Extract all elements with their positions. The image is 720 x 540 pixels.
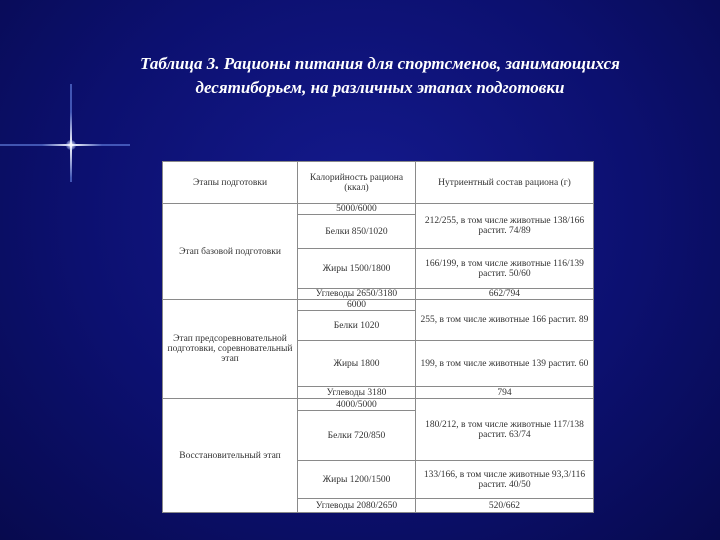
sparkle-star-icon	[66, 140, 76, 150]
calories-total-cell: 4000/5000	[298, 399, 416, 411]
stage-cell-precompetition: Этап предсоревновательной подготовки, соревновательный этап	[163, 300, 298, 399]
protein-detail-cell: 255, в том числе животные 166 растит. 89	[416, 300, 594, 341]
protein-cell: Белки 720/850	[298, 411, 416, 461]
carbs-cell: Углеводы 3180	[298, 387, 416, 399]
fat-cell: Жиры 1200/1500	[298, 461, 416, 499]
fat-cell: Жиры 1500/1800	[298, 249, 416, 289]
table-row	[163, 399, 594, 411]
title-line-1: Таблица 3. Рационы питания для спортсменов, занимающихся	[140, 54, 620, 73]
calories-total-cell: 6000	[298, 300, 416, 311]
nutrition-table	[162, 161, 594, 513]
slide-title	[80, 52, 680, 100]
fat-detail-cell: 199, в том числе животные 139 растит. 60	[416, 341, 594, 387]
stage-cell-recovery: Восстановительный этап	[163, 399, 298, 513]
table-header-row	[163, 162, 594, 204]
header-stage: Этапы подготовки	[163, 162, 298, 204]
protein-detail-cell: 180/212, в том числе животные 117/138 растит. 63/74	[416, 399, 594, 461]
fat-detail-cell: 166/199, в том числе животные 116/139 растит. 50/60	[416, 249, 594, 289]
protein-cell: Белки 1020	[298, 311, 416, 341]
header-calories: Калорийность рациона (ккал)	[298, 162, 416, 204]
title-line-2: десятиборьем, на различных этапах подготовки	[195, 78, 565, 97]
carbs-cell: Углеводы 2650/3180	[298, 289, 416, 300]
table-row	[163, 300, 594, 311]
stage-cell-base: Этап базовой подготовки	[163, 204, 298, 300]
nutrition-table-container	[162, 161, 593, 513]
fat-cell: Жиры 1800	[298, 341, 416, 387]
fat-detail-cell: 133/166, в том числе животные 93,3/116 растит. 40/50	[416, 461, 594, 499]
protein-detail-cell: 212/255, в том числе животные 138/166 растит. 74/89	[416, 204, 594, 249]
carbs-cell: Углеводы 2080/2650	[298, 499, 416, 513]
header-nutrients: Нутриентный состав рациона (г)	[416, 162, 594, 204]
table-row	[163, 204, 594, 215]
protein-cell: Белки 850/1020	[298, 215, 416, 249]
calories-total-cell: 5000/6000	[298, 204, 416, 215]
carbs-detail-cell: 794	[416, 387, 594, 399]
carbs-detail-cell: 520/662	[416, 499, 594, 513]
carbs-detail-cell: 662/794	[416, 289, 594, 300]
